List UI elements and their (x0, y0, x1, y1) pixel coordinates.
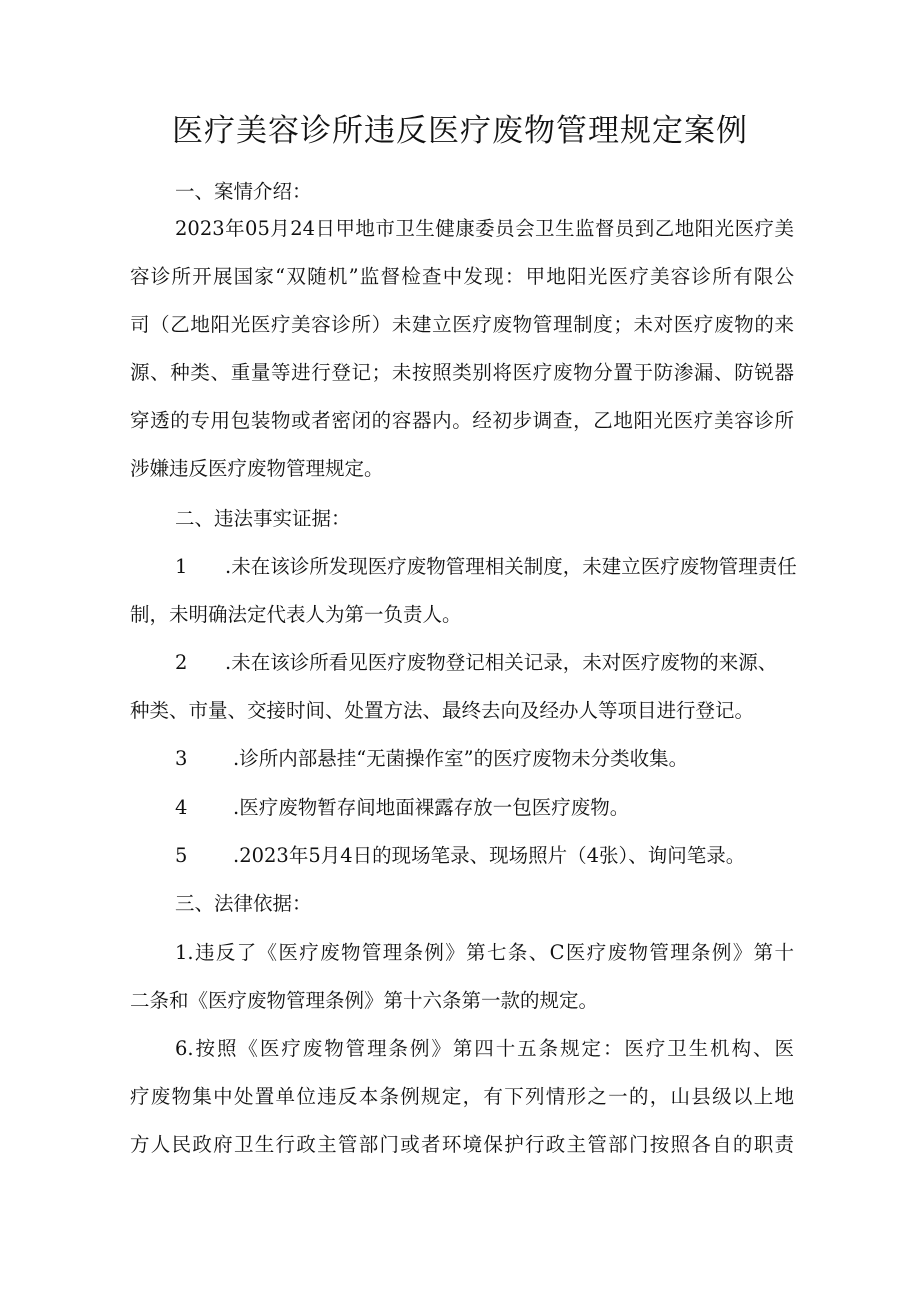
paragraph-line: 涉嫌违反医疗废物管理规定。 (130, 457, 384, 480)
evidence-text: .未在该诊所看见医疗废物登记相关记录，未对医疗废物的来源、 (225, 651, 778, 674)
paragraph-line: 穿透的专用包装物或者密闭的容器内。经初步调查，乙地阳光医疗美容诊所 (130, 409, 794, 432)
evidence-text: .诊所内部悬挂“无菌操作室”的医疗废物未分类收集。 (233, 747, 689, 770)
evidence-item-3 (130, 735, 794, 783)
legal-line: 二条和《医疗废物管理条例》第十六条第一款的规定。 (130, 989, 599, 1012)
evidence-text: .2023年5月4日的现场笔录、现场照片（4张）、询问笔录。 (233, 844, 746, 867)
evidence-line (130, 735, 794, 783)
legal-line: 6.按照《医疗废物管理条例》第四十五条规定：医疗卫生机构、医 (175, 1037, 794, 1060)
evidence-item-1 (130, 543, 797, 639)
section2-heading (130, 495, 839, 543)
evidence-item-4 (130, 784, 794, 832)
legal-line: 方人民政府卫生行政主管部门或者环境保护行政主管部门按照各自的职责 (130, 1133, 794, 1156)
paragraph-line: 2023年05月24日甲地市卫生健康委员会卫生监督员到乙地阳光医疗美 (175, 217, 794, 240)
section-heading: 三、法律依据： (175, 892, 312, 915)
evidence-number: 5 (175, 844, 188, 867)
evidence-number: 2 (175, 651, 188, 674)
evidence-line (130, 832, 794, 880)
legal-line: 1.违反了《医疗废物管理条例》第七条、C医疗废物管理条例》第十 (175, 941, 794, 964)
evidence-number: 1 (175, 555, 188, 578)
evidence-item-5 (130, 832, 794, 880)
evidence-item-2 (130, 639, 794, 735)
legal-basis-item-1 (130, 929, 794, 1025)
evidence-number: 4 (175, 796, 188, 819)
evidence-line (130, 639, 794, 687)
evidence-line (130, 784, 794, 832)
paragraph-line: 源、种类、重量等进行登记；未按照类别将医疗废物分置于防渗漏、防锐器 (130, 361, 794, 384)
section-heading: 二、违法事实证据： (175, 507, 351, 530)
legal-line: 疗废物集中处置单位违反本条例规定，有下列情形之一的，山县级以上地 (130, 1085, 794, 1108)
paragraph-line: 容诊所开展国家“双随机”监督检查中发现：甲地阳光医疗美容诊所有限公 (130, 265, 794, 288)
section3-heading (130, 880, 839, 928)
section-heading: 一、案情介绍： (175, 180, 312, 203)
evidence-text: .医疗废物暂存间地面裸露存放一包医疗废物。 (233, 796, 630, 819)
evidence-line: 制，未明确法定代表人为第一负责人。 (130, 603, 462, 626)
evidence-line: 种类、市量、交接时间、处置方法、最终去向及经办人等项目进行登记。 (130, 699, 755, 722)
paragraph-line: 司（乙地阳光医疗美容诊所）未建立医疗废物管理制度；未对医疗废物的来 (130, 313, 794, 336)
legal-basis-item-2 (130, 1025, 794, 1169)
evidence-number: 3 (175, 747, 188, 770)
evidence-line (130, 543, 797, 591)
evidence-text: .未在该诊所发现医疗废物管理相关制度，未建立医疗废物管理责任 (225, 555, 797, 578)
section1-paragraph (130, 205, 794, 493)
document-title: 医疗美容诊所违反医疗废物管理规定案例 (172, 113, 748, 149)
